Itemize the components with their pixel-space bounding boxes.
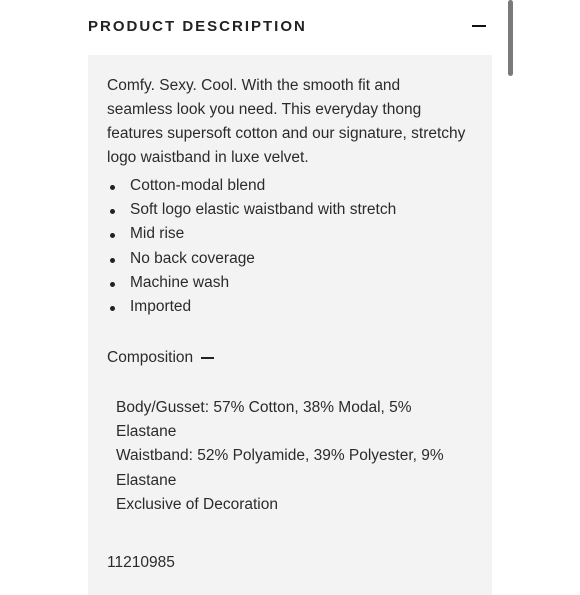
composition-details [116,396,466,517]
composition-heading: Composition [107,349,194,366]
feature-item: Machine wash [107,271,396,295]
description-panel [88,55,492,595]
composition-line: Waistband: 52% Polyamide, 39% Polyester, 9% Elastane [116,447,444,489]
feature-item: Soft logo elastic waistband with stretch [107,198,396,222]
product-sku: 11210985 [107,554,175,571]
feature-item: No back coverage [107,247,396,271]
minus-icon[interactable] [472,25,486,27]
minus-icon [201,357,214,359]
composition-toggle[interactable] [107,346,214,370]
feature-item: Cotton-modal blend [107,174,396,198]
section-title: PRODUCT DESCRIPTION [88,17,307,35]
product-description-text: Comfy. Sexy. Cool. With the smooth fit and seamless look you need. This everyday thong features supersoft cotton and our signature, stretchy logo waistband in luxe velvet. [107,77,466,166]
feature-list [107,174,396,319]
feature-item: Imported [107,295,396,319]
product-description-header[interactable] [88,0,488,52]
composition-line: Exclusive of Decoration [116,495,278,513]
composition-line: Body/Gusset: 57% Cotton, 38% Modal, 5% Elastane [116,399,412,441]
feature-item: Mid rise [107,222,396,246]
scrollbar[interactable] [508,0,513,76]
